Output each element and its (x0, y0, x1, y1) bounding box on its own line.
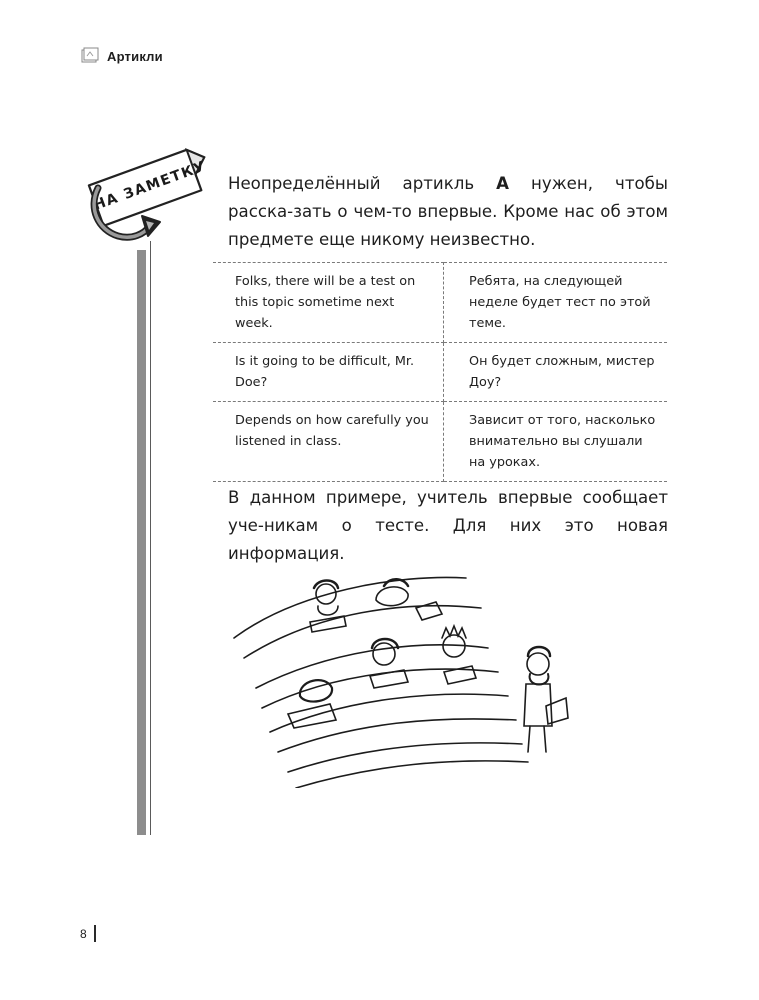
intro-paragraph: Неопределённый артикль A нужен, чтобы расска-зать о чем-то впервые. Кроме нас об этом предмете еще никому неизвестно. (228, 174, 668, 249)
pages-icon (81, 47, 99, 65)
page-number-bar (94, 925, 96, 942)
table-row (213, 263, 667, 343)
note-badge (84, 128, 224, 248)
example-english: Is it going to be difficult, Mr. Doe? (213, 343, 444, 402)
outro-paragraph: В данном примере, учитель впервые сообщает уче-никам о тесте. Для них это новая информация. (228, 488, 668, 563)
classroom-illustration (226, 556, 598, 788)
article-highlight: A (496, 174, 509, 193)
example-english: Folks, there will be a test on this topic sometime next week. (213, 263, 444, 343)
margin-bar (137, 250, 146, 835)
table-row (213, 402, 667, 482)
page-number: 8 (80, 927, 87, 941)
table-row (213, 343, 667, 402)
example-russian: Зависит от того, насколько внимательно вы слушали на уроках. (444, 402, 668, 482)
example-russian: Ребята, на следующей неделе будет тест по этой теме. (444, 263, 668, 343)
example-russian: Он будет сложным, мистер Доу? (444, 343, 668, 402)
note-badge-label: НА ЗАМЕТКУ (91, 158, 209, 214)
example-english: Depends on how carefully you listened in class. (213, 402, 444, 482)
examples-table (213, 262, 667, 482)
margin-line (150, 241, 151, 835)
chapter-title: Артикли (107, 48, 163, 64)
page-header (81, 47, 163, 65)
